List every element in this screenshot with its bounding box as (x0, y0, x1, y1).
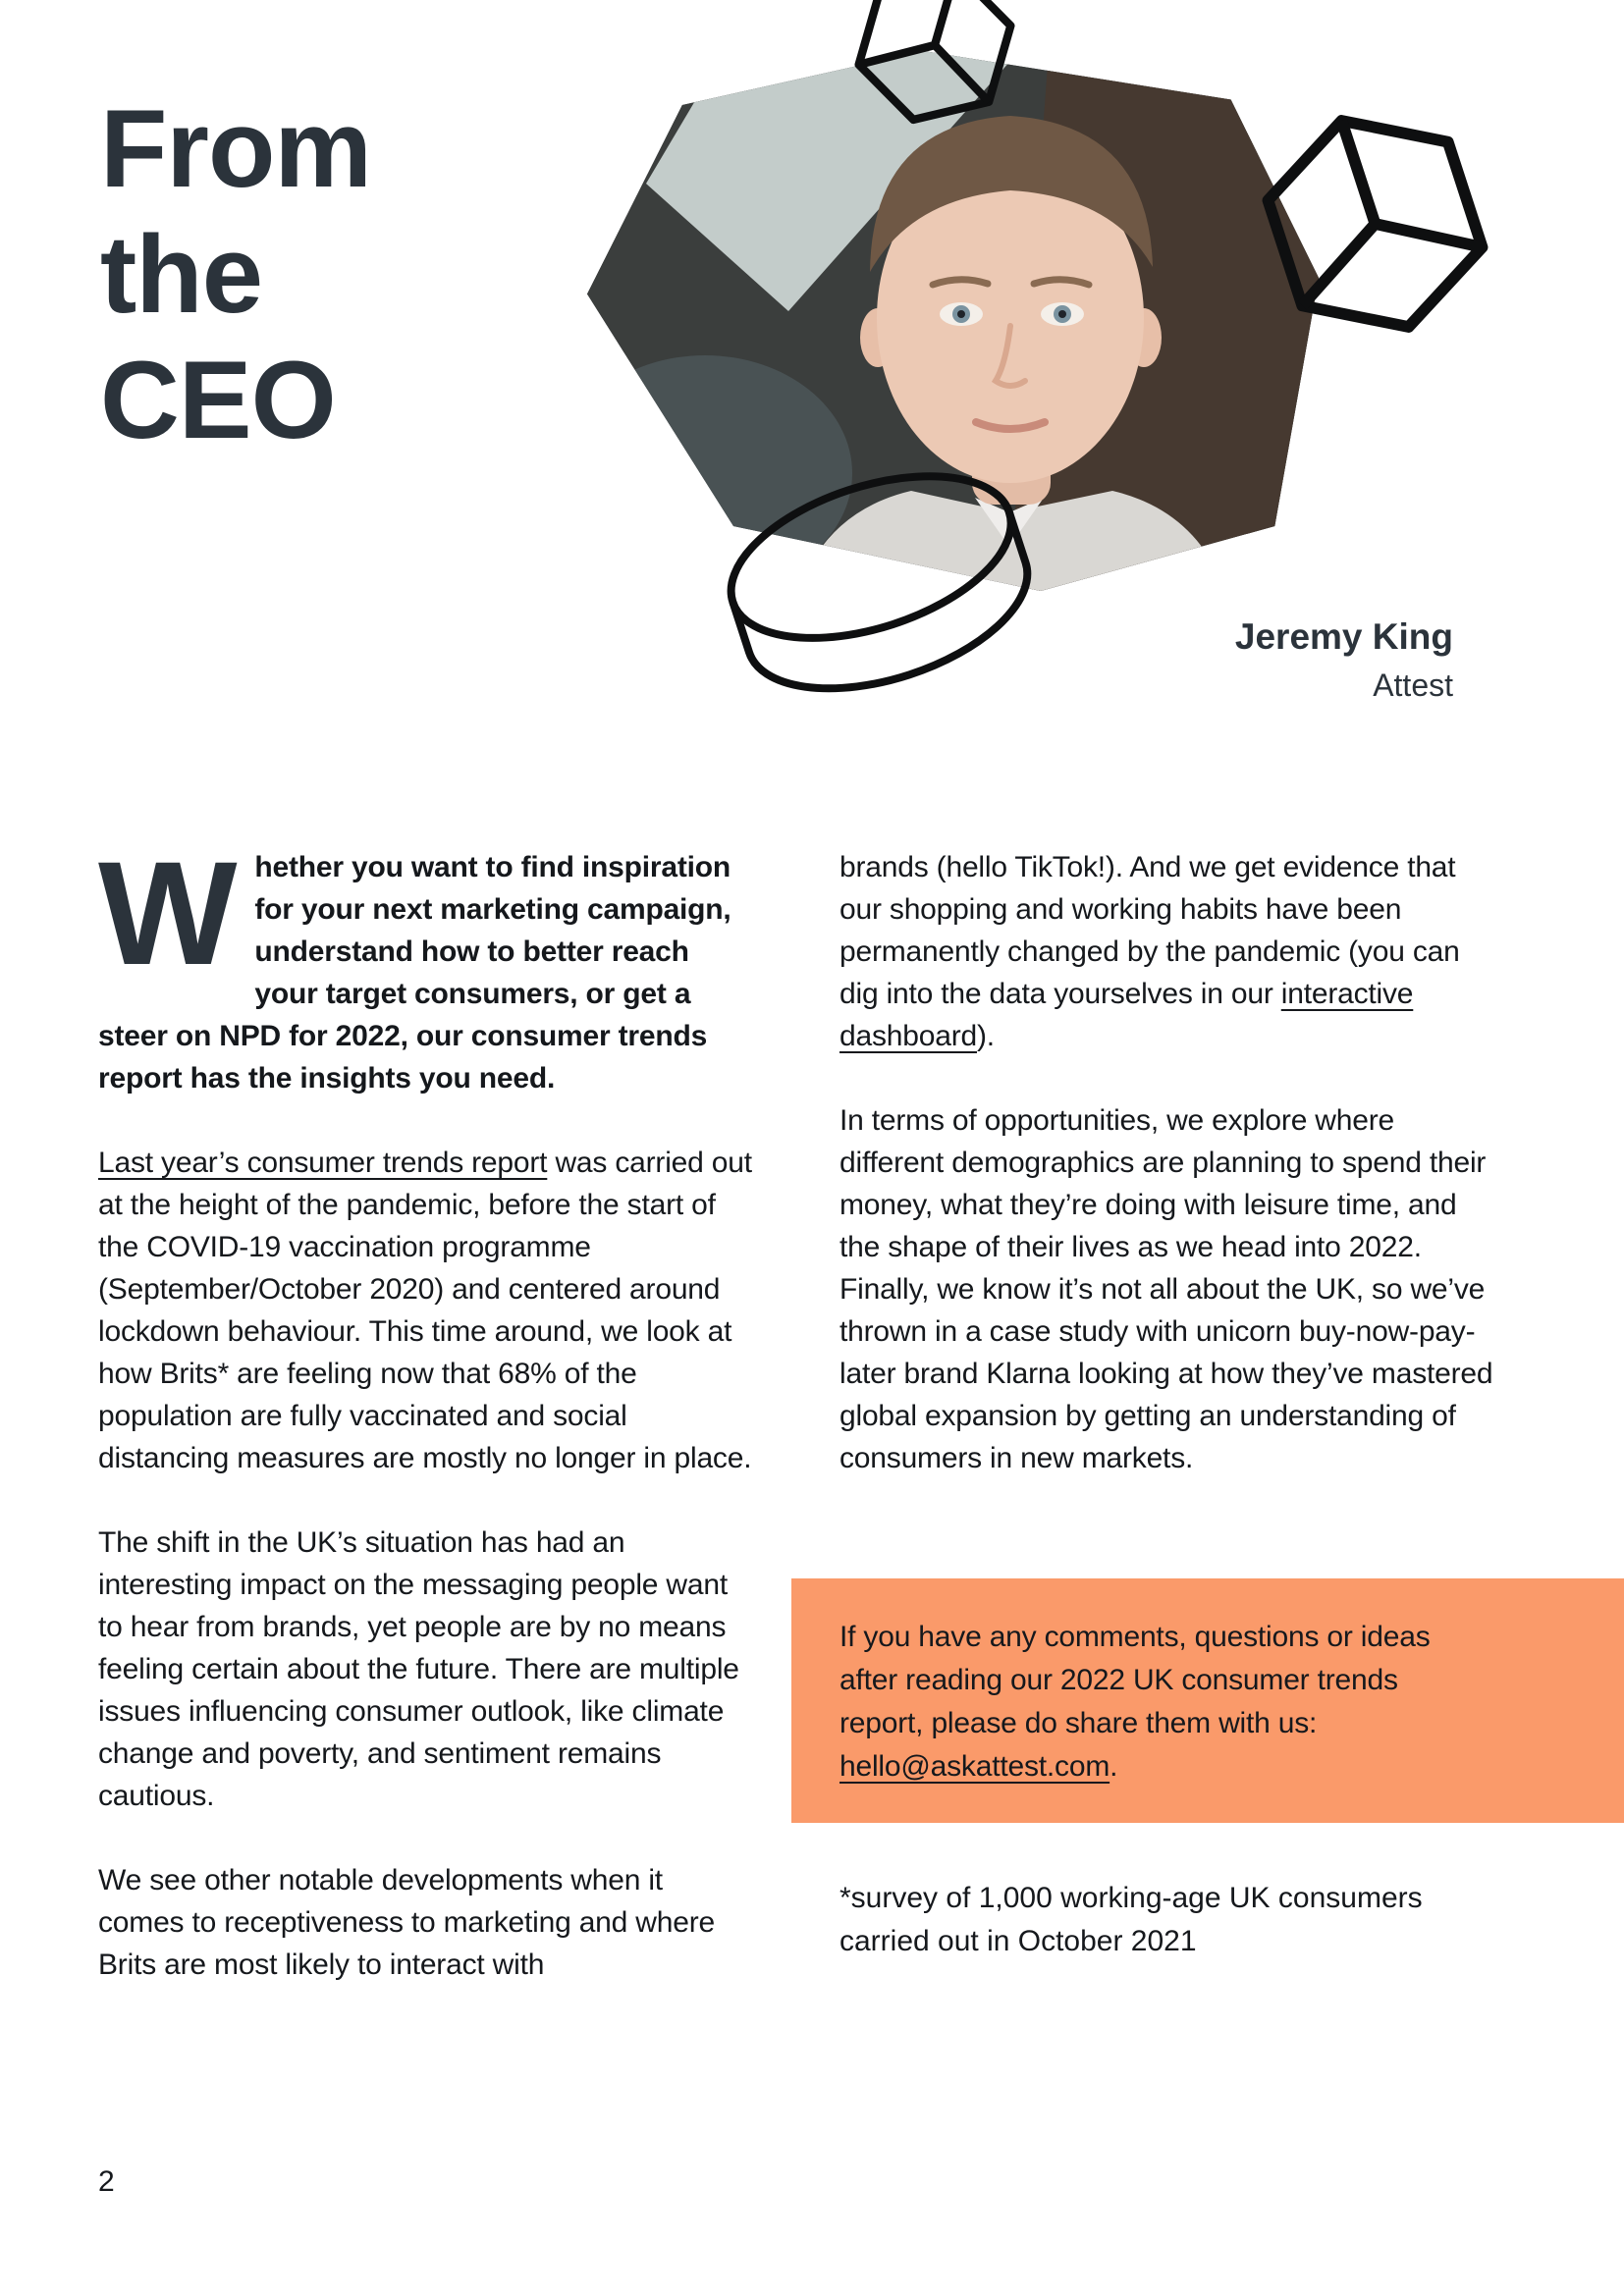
drop-cap: W (98, 830, 238, 995)
text-segment: was carried out at the height of the pandemic, before the start of the COVID-19 vaccination programme (September/October 2020) and centered around lockdown behaviour. This time around, we look at how Brits* are feeling now that 68% of the population are fully vaccinated and social distancing measures are mostly no longer in place. (98, 1147, 752, 1474)
body-paragraph (98, 1142, 754, 1479)
text-segment: We see other notable developments when it comes to receptiveness to marketing and where Brits are most likely to interact with (98, 1864, 715, 1981)
text-link[interactable]: Last year’s consumer trends report (98, 1147, 548, 1179)
page-number: 2 (98, 2165, 115, 2198)
right-column (839, 846, 1499, 1522)
text-segment: brands (hello TikTok!). And we get evidence that our shopping and working habits have been permanently changed by the pandemic (you can dig into the data yourselves in our (839, 851, 1460, 1010)
survey-footnote: *survey of 1,000 working-age UK consumers carried out in October 2021 (839, 1882, 1423, 1957)
body-paragraph (98, 1522, 754, 1817)
author-block (1021, 614, 1453, 705)
text-segment: ). (976, 1020, 995, 1052)
intro-paragraph (98, 830, 754, 1099)
body-paragraph (839, 846, 1499, 1057)
text-link[interactable]: hello@askattest.com (839, 1750, 1110, 1783)
contact-callout (791, 1578, 1624, 1823)
text-segment: hether you want to find inspiration for your next marketing campaign, understand how to better reach your target consumers, or get a steer on NPD for 2022, our consumer trends report has the insights you need. (98, 851, 731, 1095)
page-title-line: From (100, 87, 371, 210)
text-segment: If you have any comments, questions or ideas after reading our 2022 UK consumer trends report, please do share them with us: (839, 1621, 1431, 1739)
ceo-portrait-illustration (587, 51, 1319, 591)
text-segment: . (1110, 1750, 1118, 1783)
ceo-photo (587, 51, 1319, 591)
page-title-line: the (100, 213, 262, 336)
page-title (100, 86, 371, 463)
text-segment: In terms of opportunities, we explore where different demographics are planning to spend their money, what they’re doing with leisure time, and the shape of their lives as we head into 2022. Finally, we know it’s not all about the UK, so we’ve thrown in a case study with unicorn buy-now-pay-later brand Klarna looking at how they’ve mastered global expansion by getting an understanding of consumers in new markets. (839, 1104, 1493, 1474)
text-link[interactable]: interactive dashboard (839, 978, 1414, 1052)
body-paragraph (839, 1099, 1499, 1479)
author-name: Jeremy King (1234, 616, 1453, 657)
author-company: Attest (1373, 667, 1453, 703)
left-column (98, 830, 754, 2028)
body-paragraph (98, 1859, 754, 1986)
text-segment: The shift in the UK’s situation has had an interesting impact on the messaging people want to hear from brands, yet people are by no means feeling certain about the future. There are multiple issues influencing consumer outlook, like climate change and poverty, and sentiment remains cautious. (98, 1526, 739, 1812)
page-title-line: CEO (100, 339, 336, 461)
